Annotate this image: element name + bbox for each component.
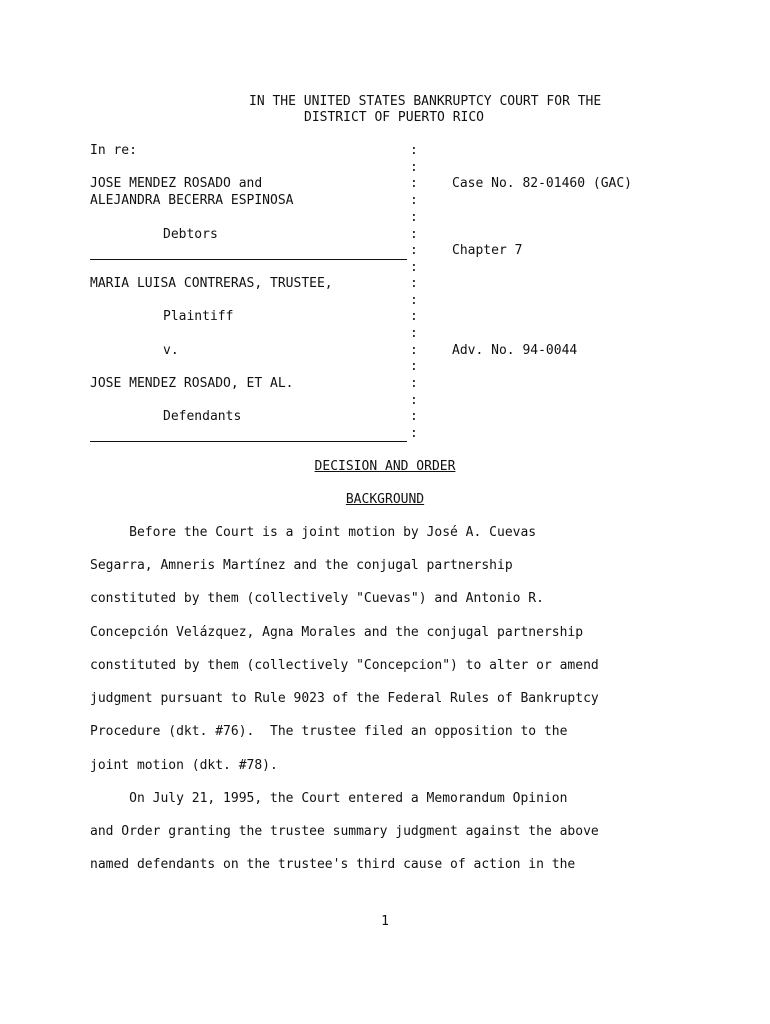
versus-label: v. [163,343,179,358]
defendants-label: Defendants [163,409,242,424]
body-line: Concepción Velázquez, Agna Morales and the conjugal partnership [90,625,584,640]
body-line: named defendants on the trustee's third cause of action in the [90,857,576,872]
body-line: Segarra, Amneris Martínez and the conjugal partnership [90,558,513,573]
decision-heading: DECISION AND ORDER [314,459,456,474]
caption-colon: : [410,193,418,208]
court-title-line1: IN THE UNITED STATES BANKRUPTCY COURT FOR THE [249,94,602,109]
body-line: and Order granting the trustee summary judgment against the above [90,824,599,839]
caption-colon: : [410,227,418,242]
plaintiff-label: Plaintiff [163,309,234,324]
in-re-label: In re: [90,143,137,158]
caption-colon: : [410,243,418,258]
caption-colon: : [410,260,418,275]
debtor-name-1: JOSE MENDEZ ROSADO and [90,176,263,191]
body-line: constituted by them (collectively "Concepcion") to alter or amend [90,658,599,673]
caption-colon: : [410,359,418,374]
body-line: judgment pursuant to Rule 9023 of the Federal Rules of Bankruptcy [90,691,599,706]
caption-colon: : [410,343,418,358]
caption-rule-2 [90,441,407,442]
body-line: Before the Court is a joint motion by José A. Cuevas [90,525,537,540]
background-heading: BACKGROUND [345,492,425,507]
adversary-number: Adv. No. 94-0044 [452,343,578,358]
caption-rule-1 [90,259,407,260]
caption-colon: : [410,293,418,308]
page-number: 1 [381,914,389,929]
caption-colon: : [410,326,418,341]
caption-colon: : [410,376,418,391]
caption-colon: : [410,210,418,225]
caption-colon: : [410,393,418,408]
body-line: constituted by them (collectively "Cuevas") and Antonio R. [90,591,544,606]
caption-colon: : [410,426,418,441]
caption-colon: : [410,276,418,291]
trustee-name: MARIA LUISA CONTRERAS, TRUSTEE, [90,276,333,291]
caption-colon: : [410,409,418,424]
case-number: Case No. 82-01460 (GAC) [452,176,633,191]
debtors-label: Debtors [163,227,218,242]
court-title-line2: DISTRICT OF PUERTO RICO [304,110,485,125]
chapter-number: Chapter 7 [452,243,523,258]
caption-colon: : [410,160,418,175]
defendant-name: JOSE MENDEZ ROSADO, ET AL. [90,376,294,391]
body-line: joint motion (dkt. #78). [90,758,278,773]
debtor-name-2: ALEJANDRA BECERRA ESPINOSA [90,193,294,208]
body-line: Procedure (dkt. #76). The trustee filed an opposition to the [90,724,568,739]
caption-colon: : [410,176,418,191]
caption-colon: : [410,309,418,324]
caption-colon: : [410,143,418,158]
body-line: On July 21, 1995, the Court entered a Memorandum Opinion [90,791,568,806]
